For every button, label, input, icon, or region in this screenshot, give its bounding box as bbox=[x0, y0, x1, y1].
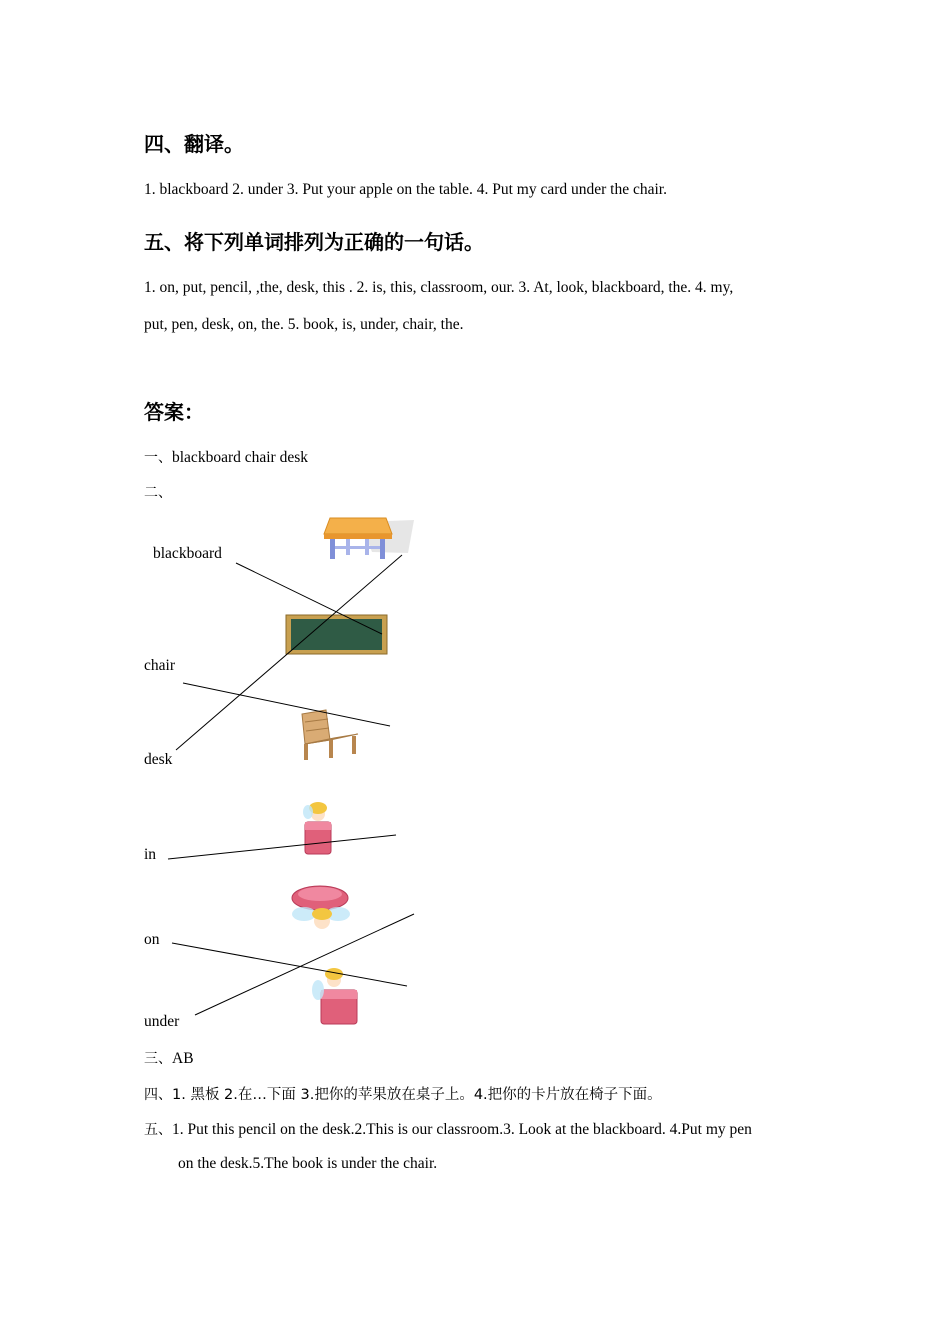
answer-5-line-1: 1. Put this pencil on the desk.2.This is our classroom.3. Look at the blackboard. 4.Put my pen bbox=[172, 1121, 752, 1138]
section-4-heading: 四、翻译。 bbox=[144, 132, 244, 156]
blackboard-image bbox=[286, 615, 387, 654]
answer-3-label: 三、 bbox=[144, 1051, 172, 1067]
match-line-on bbox=[172, 943, 407, 986]
answer-3-text: AB bbox=[172, 1050, 194, 1067]
answer-5-label: 五、 bbox=[144, 1122, 172, 1138]
answer-2-label: 二、 bbox=[144, 485, 172, 501]
answer-5-line-2: on the desk.5.The book is under the chair. bbox=[178, 1155, 438, 1172]
match-word-on: on bbox=[144, 931, 160, 948]
answer-3 bbox=[144, 1048, 194, 1068]
match-word-blackboard: blackboard bbox=[153, 545, 222, 562]
match-line-under bbox=[195, 914, 414, 1015]
match-word-under: under bbox=[144, 1013, 180, 1030]
answer-1-text: blackboard chair desk bbox=[172, 449, 308, 466]
match-word-desk: desk bbox=[144, 751, 173, 768]
desk-image bbox=[324, 518, 414, 559]
answers-heading: 答案： bbox=[144, 400, 204, 424]
fairy-on-bag-image bbox=[292, 886, 350, 929]
section-4-text: 1. blackboard 2. under 3. Put your apple on the table. 4. Put my card under the chair. bbox=[144, 181, 667, 198]
section-5-line-1: 1. on, put, pencil, ,the, desk, this . 2. is, this, classroom, our. 3. At, look, blackboard, the. 4. my, bbox=[144, 279, 734, 296]
fairy-in-bag-image bbox=[303, 802, 331, 854]
answer-4-text: 1. 黑板 2.在…下面 3.把你的苹果放在桌子上。4.把你的卡片放在椅子下面。 bbox=[172, 1087, 662, 1103]
match-word-in: in bbox=[144, 846, 157, 863]
answer-5 bbox=[144, 1119, 752, 1139]
match-word-chair: chair bbox=[144, 657, 175, 674]
section-5-line-2: put, pen, desk, on, the. 5. book, is, under, chair, the. bbox=[144, 316, 464, 333]
fairy-under-bag-image bbox=[312, 968, 357, 1024]
match-line-chair bbox=[183, 683, 390, 726]
answer-4-label: 四、 bbox=[144, 1087, 172, 1103]
section-5-heading: 五、将下列单词排列为正确的一句话。 bbox=[144, 230, 484, 254]
match-line-in bbox=[168, 835, 396, 859]
answer-1-label: 一、 bbox=[144, 450, 172, 466]
answer-4 bbox=[144, 1083, 662, 1104]
